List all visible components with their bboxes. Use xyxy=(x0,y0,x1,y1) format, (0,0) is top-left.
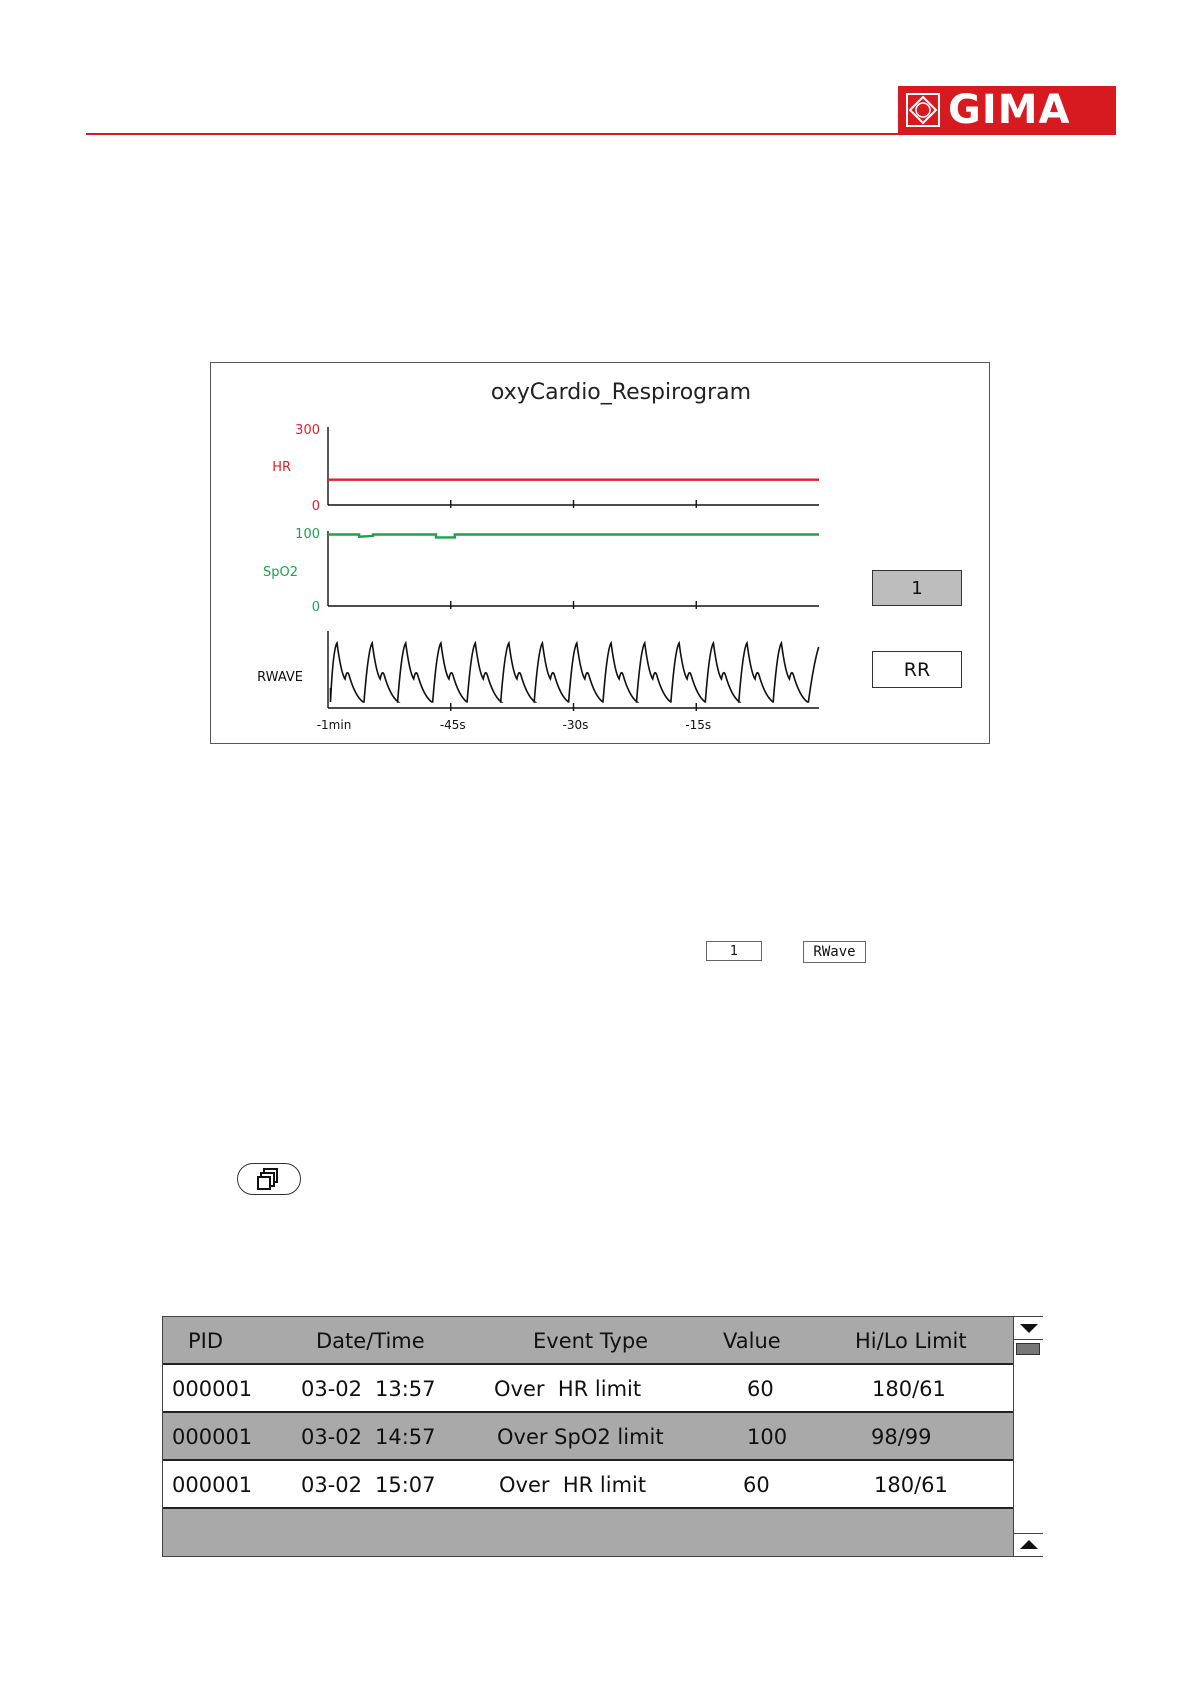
cell-pid: 000001 xyxy=(172,1425,253,1449)
x-tick-label: -30s xyxy=(562,718,589,732)
value-button[interactable]: 1 xyxy=(872,570,962,606)
series-label: HR xyxy=(272,460,291,475)
y-tick-label: 300 xyxy=(295,423,320,438)
scroll-up-button[interactable] xyxy=(1014,1533,1043,1556)
triangle-down-icon xyxy=(1019,1322,1039,1334)
cell-date: 03-02 xyxy=(301,1425,363,1449)
event-table xyxy=(162,1316,1043,1557)
cell-date: 03-02 xyxy=(301,1377,363,1401)
y-tick-label: 0 xyxy=(311,600,320,615)
table-header xyxy=(163,1317,1015,1365)
table-row[interactable] xyxy=(163,1413,1015,1461)
table-row[interactable] xyxy=(163,1365,1015,1413)
series-label: SpO2 xyxy=(262,565,298,580)
x-tick-label: -45s xyxy=(439,718,466,732)
rr-mode-button[interactable]: RR xyxy=(872,651,962,688)
cell-limit: 180/61 xyxy=(874,1473,948,1497)
cell-time: 13:57 xyxy=(375,1377,436,1401)
cell-event: Over HR limit xyxy=(499,1473,647,1497)
cell-limit: 98/99 xyxy=(871,1425,932,1449)
gima-emblem-icon xyxy=(906,93,940,127)
empty-row xyxy=(163,1509,1015,1556)
scroll-thumb[interactable] xyxy=(1016,1343,1040,1355)
table-row[interactable] xyxy=(163,1461,1015,1509)
cell-value: 100 xyxy=(747,1425,788,1449)
cell-pid: 000001 xyxy=(172,1473,253,1497)
cell-value: 60 xyxy=(743,1473,770,1497)
small-value-box[interactable]: 1 xyxy=(706,941,762,961)
cell-event: Over SpO2 limit xyxy=(497,1425,664,1449)
cell-date: 03-02 xyxy=(301,1473,363,1497)
small-rwave-box[interactable]: RWave xyxy=(803,941,866,963)
chart-title: oxyCardio_Respirogram xyxy=(490,380,752,405)
window-stack-icon xyxy=(256,1167,282,1191)
y-tick-label: 100 xyxy=(295,527,320,542)
triangle-up-icon xyxy=(1019,1539,1039,1551)
cell-time: 15:07 xyxy=(375,1473,436,1497)
series-line xyxy=(328,535,819,538)
cell-value: 60 xyxy=(747,1377,774,1401)
col-limit: Hi/Lo Limit xyxy=(855,1329,967,1353)
series-label: RWAVE xyxy=(257,670,303,685)
col-event-type: Event Type xyxy=(533,1329,649,1353)
gima-logo xyxy=(898,86,1116,134)
cell-pid: 000001 xyxy=(172,1377,253,1401)
y-tick-label: 0 xyxy=(311,499,320,514)
cell-limit: 180/61 xyxy=(872,1377,946,1401)
window-button[interactable] xyxy=(237,1163,301,1195)
cell-event: Over HR limit xyxy=(494,1377,642,1401)
logo-text: GIMA xyxy=(948,87,1071,133)
col-datetime: Date/Time xyxy=(316,1329,425,1353)
col-pid: PID xyxy=(188,1329,224,1353)
cell-time: 14:57 xyxy=(375,1425,436,1449)
table-scrollbar[interactable] xyxy=(1013,1317,1043,1556)
rwave-trace xyxy=(331,643,819,702)
scroll-down-button[interactable] xyxy=(1014,1317,1043,1340)
x-tick-label: -1min xyxy=(316,718,352,732)
col-value: Value xyxy=(723,1329,781,1353)
x-tick-label: -15s xyxy=(685,718,712,732)
